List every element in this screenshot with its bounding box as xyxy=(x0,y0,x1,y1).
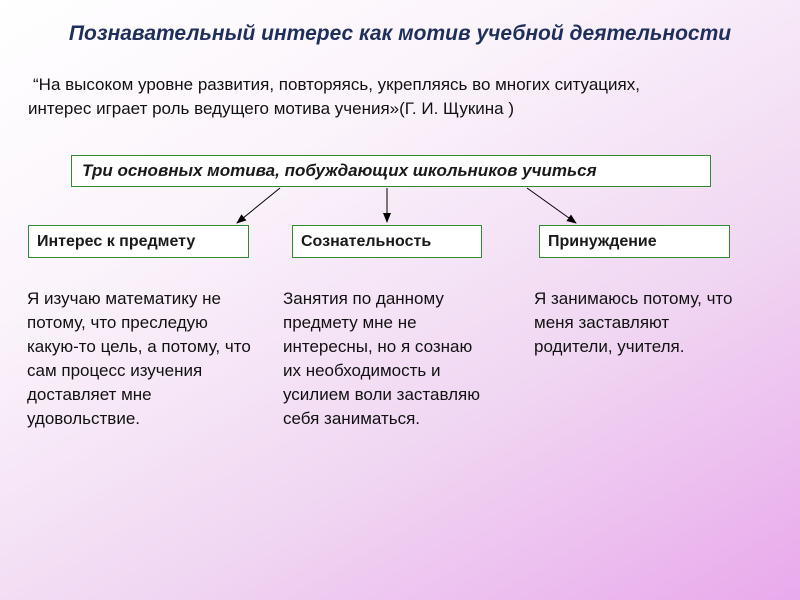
main-motives-label: Три основных мотива, побуждающих школьников учиться xyxy=(82,161,597,180)
motive-label-coercion: Принуждение xyxy=(548,232,657,250)
slide-title: Познавательный интерес как мотив учебной деятельности xyxy=(68,22,732,45)
quote-line-2: интерес играет роль ведущего мотива учения»(Г. И. Щукина ) xyxy=(28,99,515,118)
motive-label-consciousness: Сознательность xyxy=(301,232,432,250)
motive-description-consciousness: Занятия по данному предмету мне не интересны, но я сознаю их необходимость и усилием воли заставляю себя заниматься. xyxy=(283,289,480,428)
motive-box-consciousness xyxy=(292,225,482,258)
motive-box-interest xyxy=(28,225,249,258)
motive-description-interest: Я изучаю математику не потому, что преследую какую-то цель, а потому, что сам процесс изучения доставляет мне удовольствие. xyxy=(27,289,251,428)
arrow-to-coercion xyxy=(527,188,576,223)
motive-label-interest: Интерес к предмету xyxy=(37,232,196,250)
arrow-to-interest xyxy=(237,188,280,223)
quote-line-1: “На высоком уровне развития, повторяясь, укрепляясь во многих ситуациях, xyxy=(33,75,640,94)
motive-box-coercion xyxy=(539,225,730,258)
motive-description-coercion: Я занимаюсь потому, что меня заставляют родители, учителя. xyxy=(534,289,733,356)
